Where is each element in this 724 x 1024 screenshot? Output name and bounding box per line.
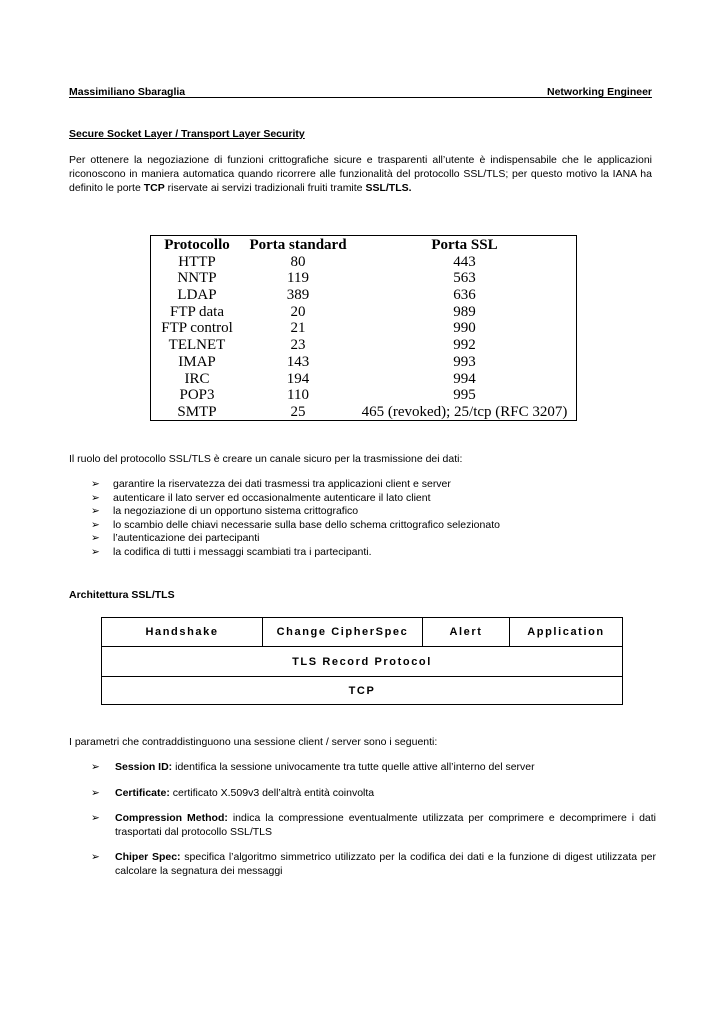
table-row xyxy=(151,337,576,354)
ports-table xyxy=(150,235,577,421)
table-cell: NNTP xyxy=(177,270,217,287)
author: Massimiliano Sbaraglia xyxy=(69,86,186,98)
list-item xyxy=(91,546,611,560)
section-title: Secure Socket Layer / Transport Layer Security xyxy=(69,128,305,140)
arrow-bullet-icon: ➢ xyxy=(91,518,100,531)
params-list xyxy=(91,761,656,890)
table-cell: TELNET xyxy=(168,337,226,354)
arrow-bullet-icon: ➢ xyxy=(91,478,100,490)
table-row xyxy=(151,254,576,271)
table-cell: FTP data xyxy=(169,303,225,320)
param-item xyxy=(91,851,656,878)
table-cell: POP3 xyxy=(179,387,215,404)
table-cell: 143 xyxy=(286,353,310,370)
param-term: Session ID: xyxy=(115,761,173,773)
arch-handshake: Handshake xyxy=(102,618,263,646)
params-intro: I parametri che contraddistinguono una sessione client / server sono i seguenti: xyxy=(69,736,438,748)
param-term: Certificate: xyxy=(115,786,170,799)
column-header: Protocollo xyxy=(164,237,230,253)
list-item-text: lo scambio delle chiavi necessarie sulla base dello schema crittografico selezionato xyxy=(113,518,500,531)
page-header xyxy=(69,86,652,98)
table-cell: IMAP xyxy=(178,353,216,370)
column-header: Porta SSL xyxy=(431,237,498,253)
list-item-text: l’autenticazione dei partecipanti xyxy=(113,532,260,544)
table-row xyxy=(151,320,576,337)
table-cell: 994 xyxy=(453,370,476,387)
param-item xyxy=(91,787,656,801)
role-intro: Il ruolo del protocollo SSL/TLS è creare un canale sicuro per la trasmissione dei dati: xyxy=(69,453,463,465)
arrow-bullet-icon: ➢ xyxy=(91,786,100,799)
table-row xyxy=(151,287,576,304)
table-cell: 636 xyxy=(453,287,476,304)
table-cell: 20 xyxy=(290,303,306,320)
table-row xyxy=(151,354,576,371)
column-header: Porta standard xyxy=(249,237,347,253)
table-cell: 389 xyxy=(286,287,310,304)
arch-application: Application xyxy=(527,626,605,638)
table-cell: HTTP xyxy=(178,253,216,270)
param-desc: certificato X.509v3 dell’altrà entità coinvolta xyxy=(169,786,375,799)
intro-text: Per ottenere la negoziazione di funzioni crittografiche sicure e trasparenti all’utente è indispensabile che le applicazioni riconoscono in maniera automatica quando ricorrere alle funzionalità del protocollo SSL/TLS; per questo motivo la IANA ha definito le porte xyxy=(69,154,652,194)
table-row xyxy=(151,270,576,287)
param-desc: indica la compressione eventualmente utilizzata per comprimere e decomprimere i dati trasportati dal protocollo SSL/TLS xyxy=(115,812,656,838)
param-item xyxy=(91,761,656,775)
table-cell: 21 xyxy=(290,320,306,337)
arrow-bullet-icon: ➢ xyxy=(91,761,100,773)
param-term: Compression Method: xyxy=(115,812,228,824)
arrow-bullet-icon: ➢ xyxy=(91,851,100,863)
roles-list xyxy=(91,478,611,559)
arch-alert: Alert xyxy=(423,618,510,646)
table-header-row xyxy=(151,237,576,254)
arrow-bullet-icon: ➢ xyxy=(91,812,100,824)
list-item xyxy=(91,505,611,519)
intro-text: riservate ai servizi tradizionali fruiti tramite xyxy=(164,182,366,194)
list-item xyxy=(91,532,611,546)
table-cell: LDAP xyxy=(177,287,217,304)
list-item-text: la codifica di tutti i messaggi scambiati tra i partecipanti. xyxy=(113,545,372,558)
table-cell: 443 xyxy=(453,253,476,270)
param-desc: identifica la sessione univocamente tra tutte quelle attive all’interno del server xyxy=(172,761,535,773)
table-cell: 110 xyxy=(287,387,309,404)
table-cell: 993 xyxy=(453,353,476,370)
table-cell: 23 xyxy=(290,337,306,354)
list-item xyxy=(91,519,611,533)
arch-title: Architettura SSL/TLS xyxy=(69,589,175,601)
table-cell: 25 xyxy=(290,403,306,420)
table-cell: 990 xyxy=(453,320,476,337)
table-cell: FTP control xyxy=(161,320,233,337)
intro-bold-tcp: TCP xyxy=(143,182,165,194)
param-desc: specifica l’algoritmo simmetrico utilizzato per la codifica dei dati e la funzione di digest utilizzata per calcolare la segnatura dei messaggi xyxy=(115,851,656,877)
list-item-text: la negoziazione di un opportuno sistema crittografico xyxy=(113,505,359,517)
table-cell: 992 xyxy=(453,337,476,354)
list-item xyxy=(91,492,611,506)
arch-tcp: TCP xyxy=(348,684,376,697)
table-cell: IRC xyxy=(184,370,210,387)
table-cell: SMTP xyxy=(177,403,217,420)
arrow-bullet-icon: ➢ xyxy=(91,505,100,517)
param-item xyxy=(91,812,656,839)
arrow-bullet-icon: ➢ xyxy=(91,491,100,504)
arrow-bullet-icon: ➢ xyxy=(91,532,100,544)
table-cell: 80 xyxy=(290,253,306,270)
arch-change-cipherspec: Change CipherSpec xyxy=(263,618,423,646)
list-item xyxy=(91,478,611,492)
param-term: Chiper Spec: xyxy=(115,851,181,863)
intro-bold-ssl: SSL/TLS. xyxy=(365,182,412,194)
intro-paragraph xyxy=(69,153,652,195)
table-row xyxy=(151,387,576,404)
table-cell: 194 xyxy=(286,370,310,387)
table-row xyxy=(151,404,576,421)
table-row xyxy=(151,371,576,388)
arrow-bullet-icon: ➢ xyxy=(91,545,100,558)
architecture-diagram xyxy=(101,617,623,705)
table-row xyxy=(151,304,576,321)
list-item-text: autenticare il lato server ed occasionalmente autenticare il lato client xyxy=(113,491,431,504)
table-cell: 119 xyxy=(287,270,309,287)
table-cell: 995 xyxy=(453,387,476,404)
list-item-text: garantire la riservatezza dei dati trasmessi tra applicazioni client e server xyxy=(113,478,451,490)
arch-record-protocol: TLS Record Protocol xyxy=(102,647,622,677)
role: Networking Engineer xyxy=(546,86,652,98)
table-cell: 989 xyxy=(453,303,476,320)
table-cell: 563 xyxy=(453,270,476,287)
table-cell: 465 (revoked); 25/tcp (RFC 3207) xyxy=(361,403,568,420)
